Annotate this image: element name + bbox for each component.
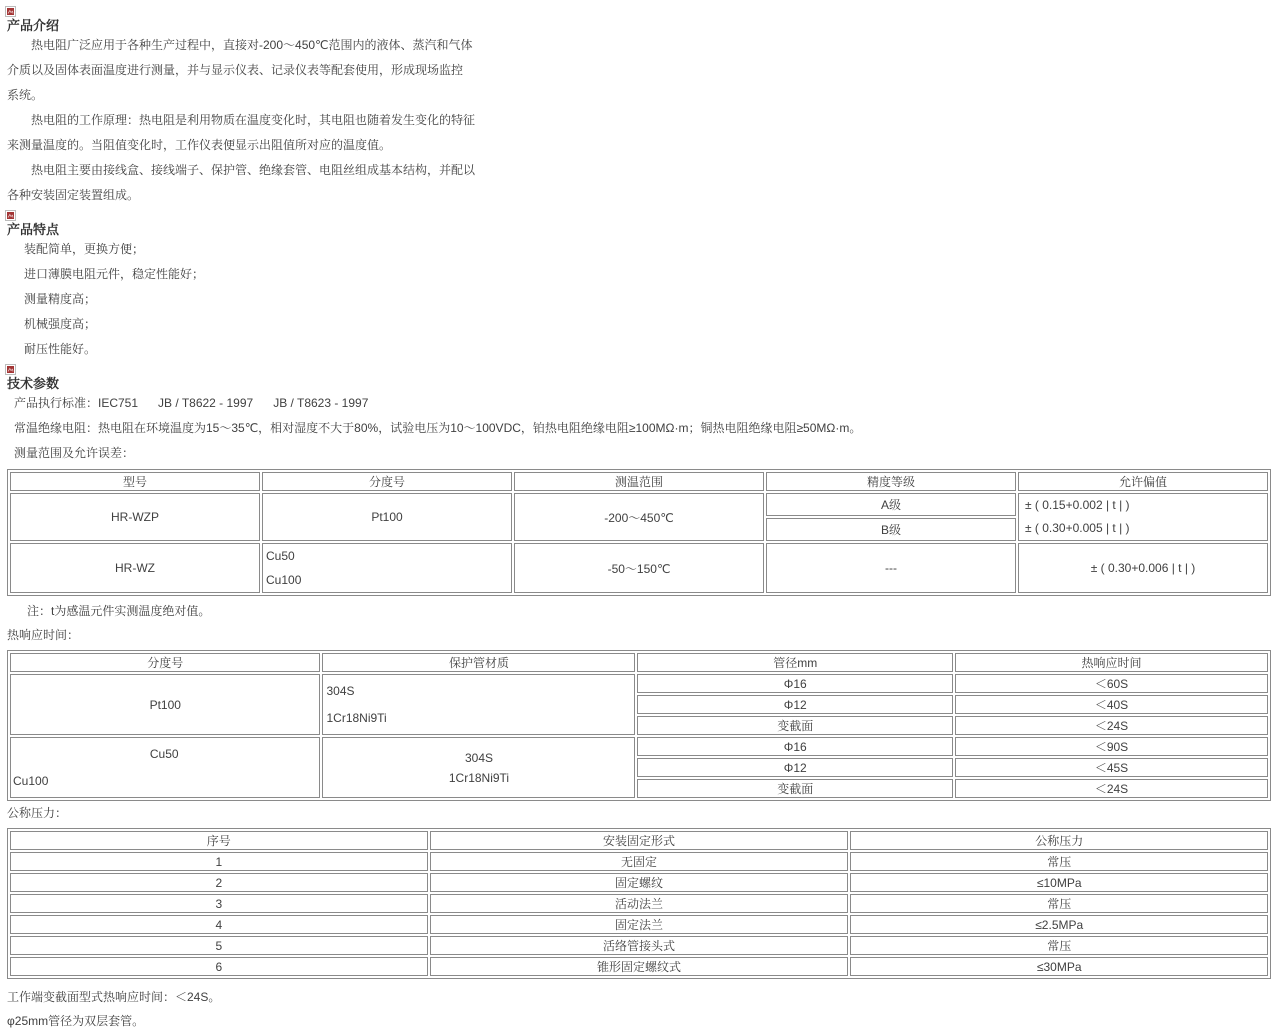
cell-form: 固定螺纹 bbox=[430, 873, 849, 892]
graduation-cu100: Cu100 bbox=[266, 573, 302, 587]
broken-image-icon bbox=[5, 5, 16, 17]
table-row-hrwz bbox=[10, 543, 1268, 593]
cell-time: ＜60S bbox=[955, 674, 1268, 693]
cell-time: ＜24S bbox=[955, 716, 1268, 735]
intro-line: 热电阻广泛应用于各种生产过程中，直接对-200～450℃范围内的液体、蒸汽和气体 bbox=[31, 38, 473, 52]
measurement-range-table bbox=[7, 469, 1271, 596]
cell-graduation bbox=[262, 543, 512, 593]
cell-form: 固定法兰 bbox=[430, 915, 849, 934]
cell-diameter: Φ12 bbox=[637, 758, 953, 777]
intro-line: 热电阻主要由接线盒、接线端子、保护管、绝缘套管、电阻丝组成基本结构，并配以 bbox=[31, 163, 476, 177]
table-row bbox=[10, 957, 1268, 976]
cell-range: -200～450℃ bbox=[514, 493, 764, 541]
header-cell-diameter: 管径mm bbox=[637, 653, 953, 672]
cell-grade: --- bbox=[766, 543, 1016, 593]
cell-pressure: 常压 bbox=[850, 852, 1268, 871]
feature-line: 机械强度高； bbox=[24, 317, 97, 331]
header-cell-grade: 精度等级 bbox=[766, 472, 1016, 491]
material-line: 304S bbox=[326, 683, 355, 698]
material-line: 1Cr18Ni9Ti bbox=[326, 710, 387, 725]
header-cell-model: 型号 bbox=[10, 472, 260, 491]
cell-no: 2 bbox=[10, 873, 428, 892]
header-cell-no: 序号 bbox=[10, 831, 428, 850]
intro-line: 系统。 bbox=[7, 88, 44, 102]
deviation-a-value: ± ( 0.15+0.002 | t | ) bbox=[1025, 498, 1130, 512]
range-table-note: 注：t为感温元件实测温度绝对值。 bbox=[27, 604, 211, 618]
broken-image-icon bbox=[5, 209, 16, 221]
table-row-pt100-d16 bbox=[10, 674, 1268, 693]
cell-time: ＜24S bbox=[955, 779, 1268, 798]
tech-insulation-line: 常温绝缘电阻：热电阻在环境温度为15～35℃，相对湿度不大于80%，试验电压为10～100VDC，铂热电阻绝缘电阻≥100MΩ·m；铜热电阻绝缘电阻≥50MΩ·m。 bbox=[14, 421, 862, 435]
intro-section-title: 产品介绍 bbox=[7, 18, 60, 33]
graduation-cu100: Cu100 bbox=[13, 773, 49, 788]
cell-no: 5 bbox=[10, 936, 428, 955]
cell-pressure: ≤30MPa bbox=[850, 957, 1268, 976]
cell-pressure: 常压 bbox=[850, 894, 1268, 913]
cell-diameter: Φ16 bbox=[637, 737, 953, 756]
header-cell-form: 安装固定形式 bbox=[430, 831, 849, 850]
cell-pressure: ≤10MPa bbox=[850, 873, 1268, 892]
pressure-table-label: 公称压力： bbox=[7, 806, 68, 820]
cell-grade-a: A级 bbox=[766, 493, 1016, 516]
cell-model: HR-WZ bbox=[10, 543, 260, 593]
cell-time: ＜40S bbox=[955, 695, 1268, 714]
intro-line: 各种安装固定装置组成。 bbox=[7, 188, 140, 202]
table-row bbox=[10, 936, 1268, 955]
feature-line: 装配简单，更换方便； bbox=[24, 242, 145, 256]
cell-diameter: Φ12 bbox=[637, 695, 953, 714]
material-line: 1Cr18Ni9Ti bbox=[448, 770, 510, 785]
response-table-label: 热响应时间： bbox=[7, 628, 80, 642]
thermal-response-table bbox=[7, 650, 1271, 801]
header-cell-time: 热响应时间 bbox=[955, 653, 1268, 672]
cell-material bbox=[322, 674, 635, 735]
feature-line: 进口薄膜电阻元件，稳定性能好； bbox=[24, 267, 205, 281]
header-cell-graduation: 分度号 bbox=[10, 653, 320, 672]
table-row bbox=[10, 915, 1268, 934]
material-line: 304S bbox=[464, 750, 493, 765]
table-row bbox=[10, 894, 1268, 913]
graduation-cu50: Cu50 bbox=[149, 746, 179, 761]
tech-section-title: 技术参数 bbox=[7, 376, 60, 391]
cell-range: -50～150℃ bbox=[514, 543, 764, 593]
feature-line: 测量精度高； bbox=[24, 292, 97, 306]
deviation-b-value: ± ( 0.30+0.005 | t | ) bbox=[1025, 521, 1130, 535]
header-cell-deviation: 允许偏值 bbox=[1018, 472, 1268, 491]
table-header-row bbox=[10, 653, 1268, 672]
graduation-cu50: Cu50 bbox=[266, 549, 295, 563]
cell-no: 1 bbox=[10, 852, 428, 871]
table-header-row bbox=[10, 472, 1268, 491]
cell-time: ＜90S bbox=[955, 737, 1268, 756]
cell-graduation-cu bbox=[10, 737, 320, 798]
header-cell-pressure: 公称压力 bbox=[850, 831, 1268, 850]
cell-model: HR-WZP bbox=[10, 493, 260, 541]
cell-no: 3 bbox=[10, 894, 428, 913]
tech-standard-line: 产品执行标准：IEC751 JB / T8622 - 1997 JB / T8623 - 1997 bbox=[14, 396, 369, 410]
footer-response-note: 工作端变截面型式热响应时间：＜24S。 bbox=[7, 990, 221, 1004]
cell-form: 无固定 bbox=[430, 852, 849, 871]
cell-diameter: Φ16 bbox=[637, 674, 953, 693]
intro-line: 热电阻的工作原理：热电阻是利用物质在温度变化时，其电阻也随着发生变化的特征 bbox=[31, 113, 476, 127]
cell-form: 活络管接头式 bbox=[430, 936, 849, 955]
table-row-cu-d16 bbox=[10, 737, 1268, 756]
cell-diameter: 变截面 bbox=[637, 779, 953, 798]
feature-line: 耐压性能好。 bbox=[24, 342, 97, 356]
cell-pressure: ≤2.5MPa bbox=[850, 915, 1268, 934]
cell-graduation-pt100: Pt100 bbox=[10, 674, 320, 735]
cell-grade-b: B级 bbox=[766, 518, 1016, 541]
header-cell-graduation: 分度号 bbox=[262, 472, 512, 491]
header-cell-material: 保护管材质 bbox=[322, 653, 635, 672]
intro-line: 来测量温度的。当阻值变化时，工作仪表便显示出阻值所对应的温度值。 bbox=[7, 138, 392, 152]
range-table-label: 测量范围及允许误差： bbox=[14, 446, 135, 460]
cell-time: ＜45S bbox=[955, 758, 1268, 777]
cell-no: 4 bbox=[10, 915, 428, 934]
footer-sleeve-note: φ25mm管径为双层套管。 bbox=[7, 1014, 145, 1028]
header-cell-range: 测温范围 bbox=[514, 472, 764, 491]
cell-form: 锥形固定螺纹式 bbox=[430, 957, 849, 976]
cell-deviation: ± ( 0.30+0.006 | t | ) bbox=[1018, 543, 1268, 593]
table-row bbox=[10, 873, 1268, 892]
broken-image-icon bbox=[5, 363, 16, 375]
cell-material bbox=[322, 737, 635, 798]
table-row bbox=[10, 852, 1268, 871]
cell-deviation-ab bbox=[1018, 493, 1268, 541]
table-row-hrwzp-a bbox=[10, 493, 1268, 516]
nominal-pressure-table bbox=[7, 828, 1271, 979]
cell-no: 6 bbox=[10, 957, 428, 976]
cell-diameter: 变截面 bbox=[637, 716, 953, 735]
cell-graduation: Pt100 bbox=[262, 493, 512, 541]
cell-pressure: 常压 bbox=[850, 936, 1268, 955]
table-header-row bbox=[10, 831, 1268, 850]
cell-form: 活动法兰 bbox=[430, 894, 849, 913]
features-section-title: 产品特点 bbox=[7, 222, 60, 237]
intro-line: 介质以及固体表面温度进行测量，并与显示仪表、记录仪表等配套使用，形成现场监控 bbox=[7, 63, 464, 77]
